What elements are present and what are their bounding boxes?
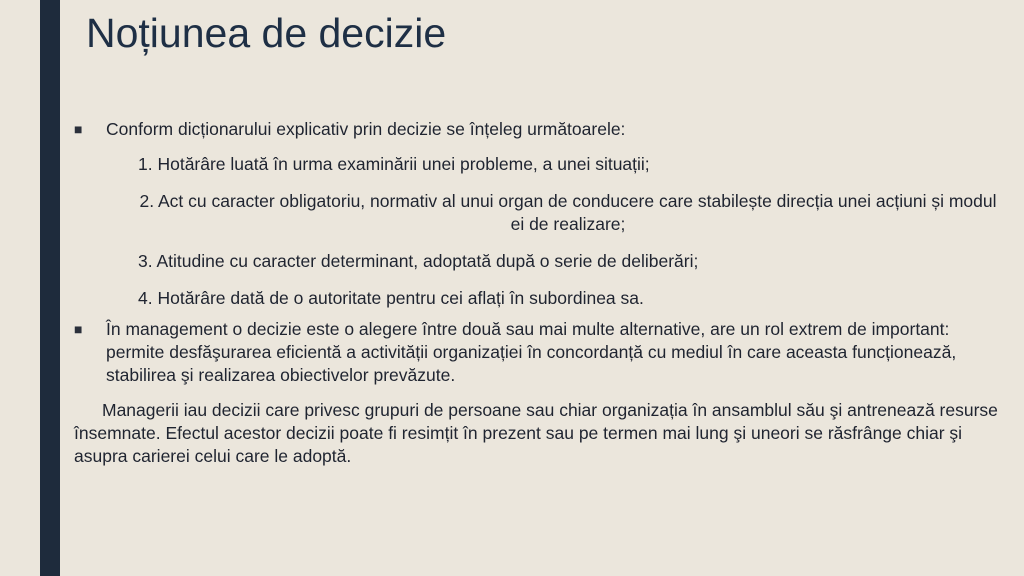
square-bullet-icon: ■ [74, 121, 83, 137]
bullet-text: Conform dicționarului explicativ prin decizie se înțeleg următoarele: [106, 119, 626, 139]
bullet-dictionary [74, 118, 1004, 141]
definition-item-1: 1. Hotărâre luată în urma examinării unei probleme, a unei situații; [138, 154, 650, 174]
square-bullet-icon: ■ [74, 321, 83, 337]
definition-item-2: 2. Act cu caracter obligatoriu, normativ al unui organ de conducere care stabilește direcția unei acțiuni și modul ei de realizare; [139, 191, 997, 234]
managers-paragraph: Managerii iau decizii care privesc grupuri de persoane sau chiar organizația în ansamblul său şi antrenează resurse însemnate. Efectul acestor decizii poate fi resimțit în prezent sau pe termen mai lung şi uneori se răsfrânge chiar şi asupra carierei celui care le adoptă. [74, 400, 998, 466]
bullet-management [74, 318, 1004, 387]
left-accent-bar [40, 0, 60, 576]
slide-title: Noțiunea de decizie [86, 10, 447, 56]
definition-item-3: 3. Atitudine cu caracter determinant, adoptată după o serie de deliberări; [138, 251, 699, 271]
bullet-text: În management o decizie este o alegere între două sau mai multe alternative, are un rol extrem de important: permite desfăşurarea eficientă a activității organizației în concordanță cu mediul în care aceasta funcționează, stabilirea şi realizarea obiectivelor prevăzute. [106, 319, 957, 385]
definition-item-4: 4. Hotărâre dată de o autoritate pentru cei aflați în subordinea sa. [138, 288, 644, 308]
slide-content [74, 118, 1004, 468]
